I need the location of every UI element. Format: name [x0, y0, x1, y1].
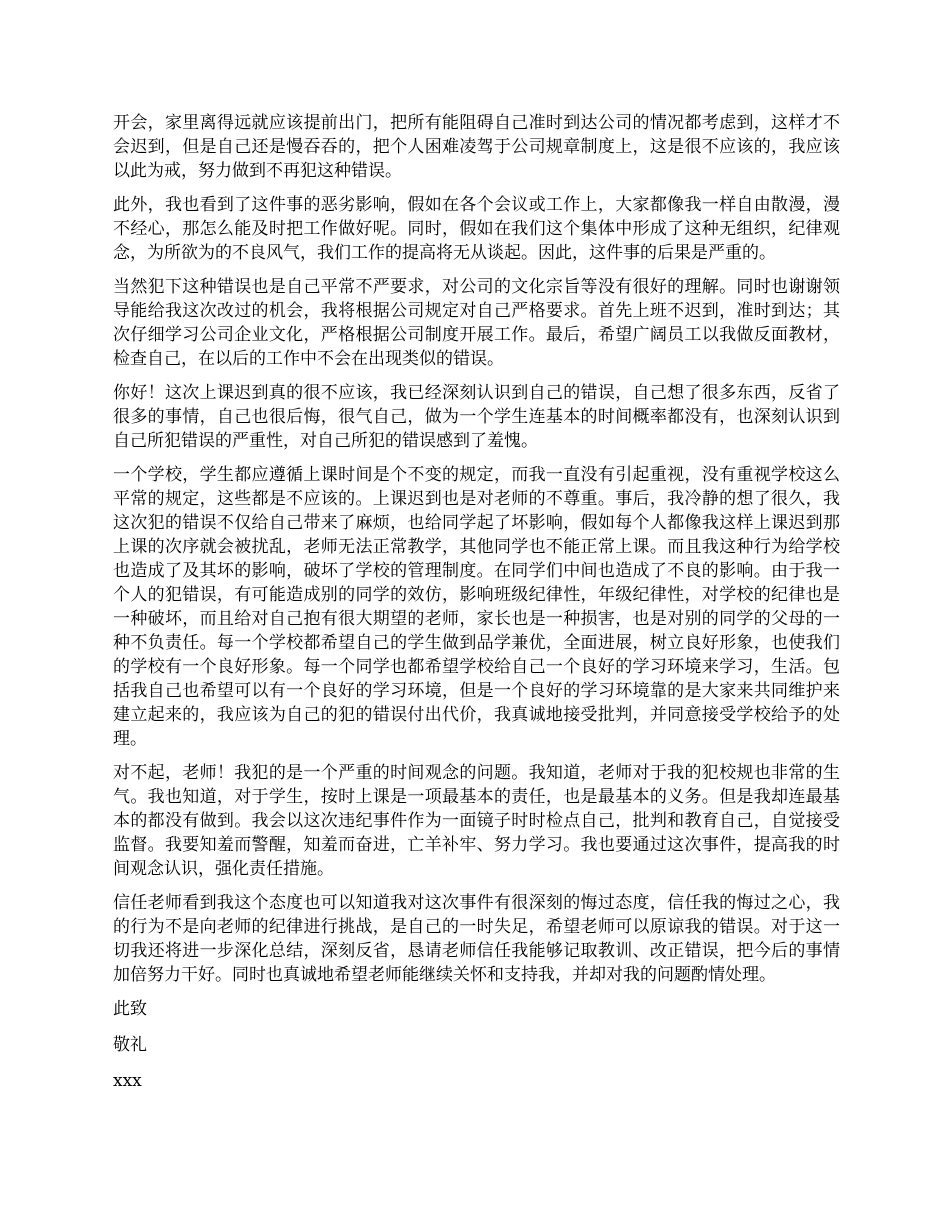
signature: xxx [113, 1071, 142, 1091]
paragraph-3: 当然犯下这种错误也是自己平常不严要求，对公司的文化宗旨等没有很好的理解。同时也谢谢领导能给我这次改过的机会，我将根据公司规定对自己严格要求。首先上班不迟到，准时到达；其次仔细学习公司企业文化，严格根据公司制度开展工作。最后，希望广阔员工以我做反面教材，检查自己，在以后的工作中不会在出现类似的错误。 [113, 277, 840, 369]
paragraph-6: 对不起，老师！我犯的是一个严重的时间观念的问题。我知道，老师对于我的犯校规也非常的生气。我也知道，对于学生，按时上课是一项最基本的责任，也是最基本的义务。但是我却连最基本的都没有做到。我会以这次违纪事件作为一面镜子时时检点自己，批判和教育自己，自觉接受监督。我要知羞而警醒，知羞而奋进，亡羊补牢、努力学习。我也要通过这次事件，提高我的时间观念认识，强化责任措施。 [113, 763, 840, 879]
paragraph-7: 信任老师看到我这个态度也可以知道我对这次事件有很深刻的悔过态度，信任我的悔过之心，我的行为不是向老师的纪律进行挑战，是自己的一时失足，希望老师可以原谅我的错误。对于这一切我还将进一步深化总结，深刻反省，恳请老师信任我能够记取教训、改正错误，把今后的事情加倍努力干好。同时也真诚地希望老师能继续关怀和支持我，并却对我的问题酌情处理。 [113, 893, 840, 985]
paragraph-4: 你好！这次上课迟到真的很不应该，我已经深刻认识到自己的错误，自己想了很多东西，反省了很多的事情，自己也很后悔，很气自己，做为一个学生连基本的时间概率都没有，也深刻认识到自己所犯错误的严重性，对自己所犯的错误感到了羞愧。 [113, 383, 840, 451]
closing-regards: 敬礼 [113, 1035, 147, 1055]
paragraph-5: 一个学校，学生都应遵循上课时间是个不变的规定，而我一直没有引起重视，没有重视学校这么平常的规定，这些都是不应该的。上课迟到也是对老师的不尊重。事后，我冷静的想了很久，我这次犯的错误不仅给自己带来了麻烦，也给同学起了坏影响，假如每个人都像我这样上课迟到那上课的次序就会被扰乱，老师无法正常教学，其他同学也不能正常上课。而且我这种行为给学校也造成了及其坏的影响，破坏了学校的管理制度。在同学们中间也造成了不良的影响。由于我一个人的犯错误，有可能造成别的同学的效仿，影响班级纪律性，年级纪律性，对学校的纪律也是一种破坏，而且给对自己抱有很大期望的老师，家长也是一种损害，也是对别的同学的父母的一种不负责任。每一个学校都希望自己的学生做到品学兼优，全面进展，树立良好形象，也使我们的学校有一个良好形象。每一个同学也都希望学校给自己一个良好的学习环境来学习，生活。包括我自己也希望可以有一个良好的学习环境，但是一个良好的学习环境靠的是大家来共同维护来建立起来的，我应该为自己的犯的错误付出代价，我真诚地接受批判，并同意接受学校给予的处理。 [113, 465, 840, 749]
document-body [113, 111, 840, 1105]
closing-salutation: 此致 [113, 999, 147, 1019]
paragraph-1: 开会，家里离得远就应该提前出门，把所有能阻碍自己准时到达公司的情况都考虑到，这样才不会迟到，但是自己还是慢吞吞的，把个人困难凌驾于公司规章制度上，这是很不应该的，我应该以此为戒，努力做到不再犯这种错误。 [113, 113, 840, 181]
paragraph-2: 此外，我也看到了这件事的恶劣影响，假如在各个会议或工作上，大家都像我一样自由散漫，漫不经心，那怎么能及时把工作做好呢。同时，假如在我们这个集体中形成了这种无组织，纪律观念，为所欲为的不良风气，我们工作的提高将无从谈起。因此，这件事的后果是严重的。 [113, 195, 840, 263]
